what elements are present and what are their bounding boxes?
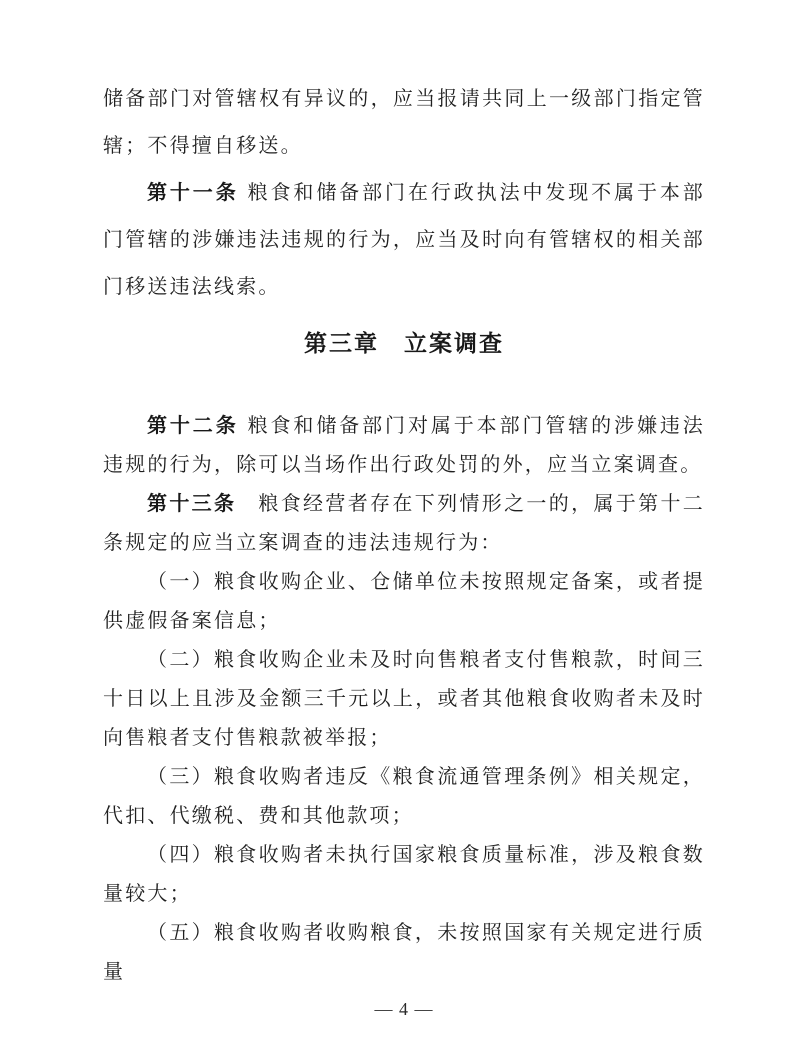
list-item-3: （三）粮食收购者违反《粮食流通管理条例》相关规定，代扣、代缴税、费和其他款项； bbox=[103, 766, 705, 827]
section-lower bbox=[103, 407, 705, 992]
list-item-5: （五）粮食收购者收购粮食，未按照国家有关规定进行质量 bbox=[103, 922, 705, 983]
list-item-2: （二）粮食收购企业未及时向售粮者支付售粮款，时间三十日以上且涉及金额三千元以上，或者其他粮食收购者未及时向售粮者支付售粮款被举报； bbox=[103, 649, 705, 749]
article-12-label: 第十二条 bbox=[147, 415, 239, 437]
paragraph-continuation: 储备部门对管辖权有异议的，应当报请共同上一级部门指定管辖；不得擅自移送。 bbox=[103, 88, 705, 157]
chapter-heading: 第三章 立案调查 bbox=[304, 330, 504, 356]
article-13-text: 粮食经营者存在下列情形之一的，属于第十二条规定的应当立案调查的违法违规行为： bbox=[103, 493, 705, 554]
paragraph-article-13 bbox=[103, 485, 705, 563]
article-12-text: 粮食和储备部门对属于本部门管辖的涉嫌违法违规的行为，除可以当场作出行政处罚的外，应当立案调查。 bbox=[103, 415, 705, 476]
article-13-label: 第十三条 bbox=[147, 493, 237, 515]
article-11-label: 第十一条 bbox=[147, 182, 239, 204]
paragraph-article-11 bbox=[103, 170, 705, 311]
list-item-1: （一）粮食收购企业、仓储单位未按照规定备案，或者提供虚假备案信息； bbox=[103, 571, 705, 632]
page-number: — 4 — bbox=[374, 999, 434, 1019]
document-content bbox=[103, 76, 705, 1020]
paragraph-article-12 bbox=[103, 407, 705, 485]
section-upper bbox=[103, 76, 705, 311]
article-11-text: 粮食和储备部门在行政执法中发现不属于本部门管辖的涉嫌违法违规的行为，应当及时向有管辖权的相关部门移送违法线索。 bbox=[103, 182, 705, 298]
list-item-4: （四）粮食收购者未执行国家粮食质量标准，涉及粮食数量较大； bbox=[103, 844, 705, 905]
